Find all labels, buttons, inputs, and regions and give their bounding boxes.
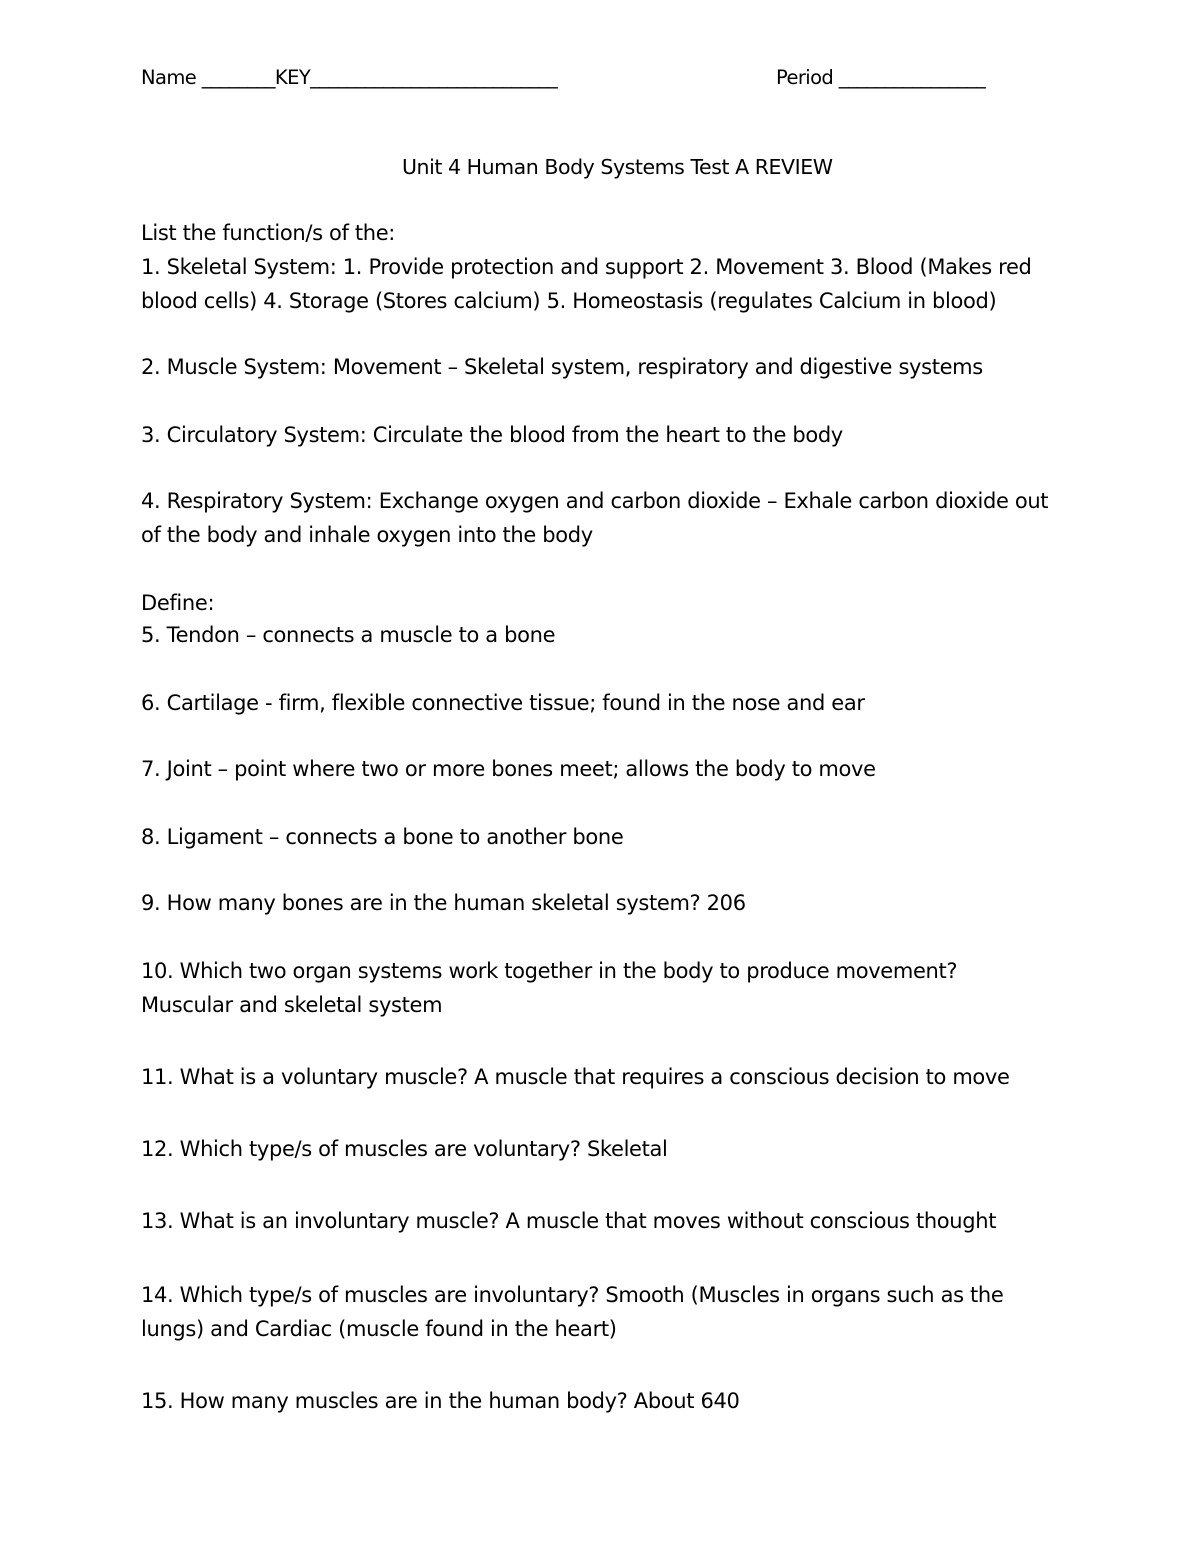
item-9-bones: 9. How many bones are in the human skeletal system? 206 (141, 891, 746, 915)
define-intro: Define: (141, 591, 215, 615)
document-title: Unit 4 Human Body Systems Test A REVIEW (402, 155, 833, 179)
item-12-voluntary-types: 12. Which type/s of muscles are voluntary? Skeletal (141, 1137, 668, 1161)
functions-intro: List the function/s of the: (141, 221, 396, 245)
period-field: Period ________________ (776, 66, 986, 89)
function-skeletal-line-2: blood cells) 4. Storage (Stores calcium) 5. Homeostasis (regulates Calcium in blood) (141, 289, 997, 313)
item-10-line-1: 10. Which two organ systems work together in the body to produce movement? (141, 959, 958, 983)
item-7-joint: 7. Joint – point where two or more bones meet; allows the body to move (141, 757, 876, 781)
item-6-cartilage: 6. Cartilage - firm, flexible connective tissue; found in the nose and ear (141, 691, 865, 715)
item-10-line-2: Muscular and skeletal system (141, 993, 443, 1017)
item-11-voluntary: 11. What is a voluntary muscle? A muscle that requires a conscious decision to move (141, 1065, 1010, 1089)
item-14-line-1: 14. Which type/s of muscles are involuntary? Smooth (Muscles in organs such as the (141, 1283, 1004, 1307)
function-respiratory-line-2: of the body and inhale oxygen into the body (141, 523, 593, 547)
item-15-muscles: 15. How many muscles are in the human body? About 640 (141, 1389, 740, 1413)
item-8-ligament: 8. Ligament – connects a bone to another bone (141, 825, 624, 849)
function-circulatory: 3. Circulatory System: Circulate the blood from the heart to the body (141, 423, 843, 447)
function-respiratory-line-1: 4. Respiratory System: Exchange oxygen and carbon dioxide – Exhale carbon dioxide out (141, 489, 1049, 513)
item-5-tendon: 5. Tendon – connects a muscle to a bone (141, 623, 556, 647)
item-14-line-2: lungs) and Cardiac (muscle found in the heart) (141, 1317, 617, 1341)
item-13-involuntary: 13. What is an involuntary muscle? A muscle that moves without conscious thought (141, 1209, 997, 1233)
function-skeletal-line-1: 1. Skeletal System: 1. Provide protection and support 2. Movement 3. Blood (Makes red (141, 255, 1032, 279)
name-field: Name ________KEY___________________________ (141, 66, 558, 89)
function-muscle: 2. Muscle System: Movement – Skeletal system, respiratory and digestive systems (141, 355, 983, 379)
